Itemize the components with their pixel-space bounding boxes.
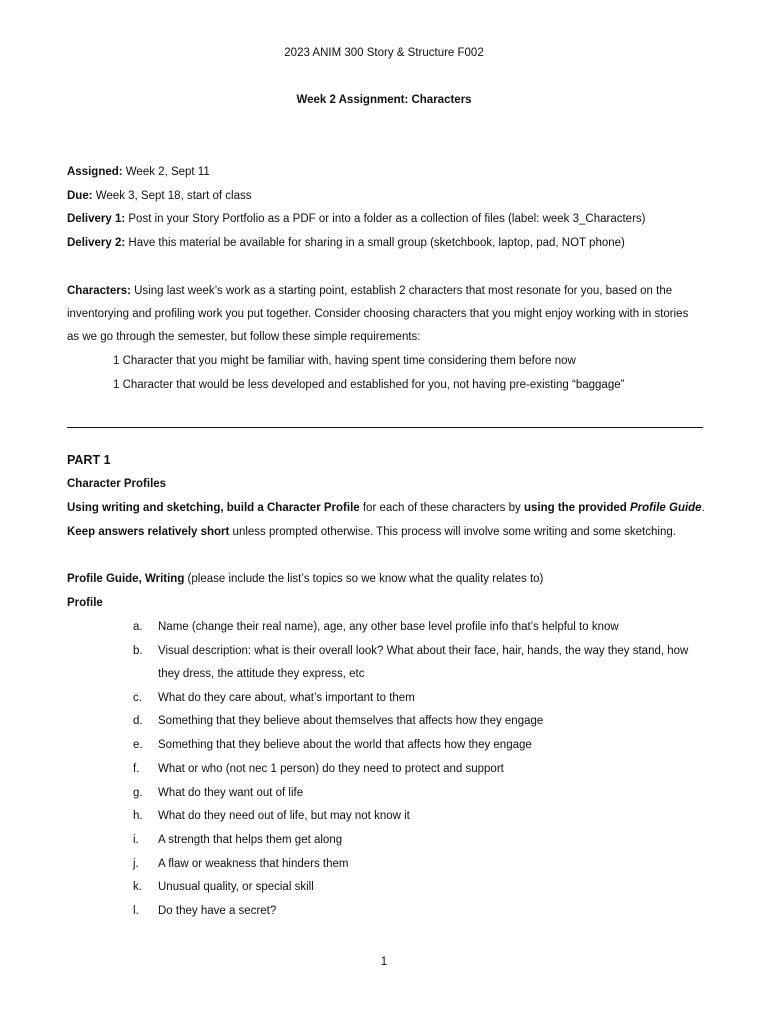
profile-item-letter: l. [133, 905, 139, 917]
profile-item-letter: a. [133, 621, 143, 633]
short-answers-line [67, 526, 676, 538]
profile-item-letter: k. [133, 881, 142, 893]
page-number: 1 [380, 956, 388, 968]
horizontal-divider [67, 427, 703, 428]
profile-item-letter: i. [133, 834, 139, 846]
profile-item-letter: b. [133, 645, 143, 657]
profile-item-letter: c. [133, 692, 142, 704]
part1-subheading: Character Profiles [67, 478, 167, 490]
delivery1-value: Post in your Story Portfolio as a PDF or into a folder as a collection of files (label: week 3_Characters) [125, 213, 646, 225]
profile-guide-emphasis: Profile Guide [630, 502, 702, 514]
profile-item-letter: h. [133, 810, 143, 822]
instructions-line [67, 502, 705, 514]
profile-item-text: Visual description: what is their overall look? What about their face, hair, hands, the way they stand, how [158, 645, 689, 657]
short-answers-text: unless prompted otherwise. This process will involve some writing and some sketching. [229, 526, 676, 538]
profile-item-text: What or who (not nec 1 person) do they need to protect and support [158, 763, 504, 775]
profile-item-text: A flaw or weakness that hinders them [158, 858, 349, 870]
profile-label: Profile [67, 597, 103, 609]
characters-text1: Using last week’s work as a starting point, establish 2 characters that most resonate for you, based on the [130, 285, 673, 297]
part1-heading: PART 1 [67, 453, 111, 467]
delivery2-label: Delivery 2: [67, 237, 126, 249]
profile-item-letter: e. [133, 739, 143, 751]
profile-item-text: Something that they believe about the world that affects how they engage [158, 739, 532, 751]
profile-item-letter: g. [133, 787, 143, 799]
profile-item-letter: d. [133, 715, 143, 727]
instructions-period: . [701, 502, 705, 514]
instructions-bold-c: using the provided [523, 502, 631, 514]
profile-item-text: A strength that helps them get along [158, 834, 343, 846]
due-value: Week 3, Sept 18, start of class [92, 190, 252, 202]
profile-item-letter: j. [133, 858, 139, 870]
profile-guide-line [67, 573, 543, 585]
characters-line3: as we go through the semester, but follow these simple requirements: [67, 331, 421, 343]
instructions-text-b: for each of these characters by [359, 502, 524, 514]
requirement-1: 1 Character that you might be familiar with, having spent time considering them before now [113, 355, 576, 367]
profile-item-text: What do they need out of life, but may not know it [158, 810, 410, 822]
assigned-label: Assigned: [67, 166, 123, 178]
course-header: 2023 ANIM 300 Story & Structure F002 [284, 47, 484, 59]
profile-item-text: Name (change their real name), age, any other base level profile info that’s helpful to know [158, 621, 619, 633]
characters-line2: inventorying and profiling work you put together. Consider choosing characters that you might enjoy working with in stories [67, 308, 689, 320]
profile-guide-text: (please include the list’s topics so we know what the quality relates to) [184, 573, 544, 585]
instructions-bold-a: Using writing and sketching, build a Character Profile [67, 502, 360, 514]
requirement-2: 1 Character that would be less developed and established for you, not having pre-existing “baggage” [113, 379, 625, 391]
delivery2-line [67, 237, 625, 249]
profile-item-text: Do they have a secret? [158, 905, 277, 917]
delivery1-label: Delivery 1: [67, 213, 126, 225]
short-answers-bold: Keep answers relatively short [67, 526, 230, 538]
assignment-title: Week 2 Assignment: Characters [296, 94, 472, 106]
due-line [67, 190, 252, 202]
delivery1-line [67, 213, 645, 225]
profile-guide-bold: Profile Guide, Writing [67, 573, 185, 585]
profile-item-text: Unusual quality, or special skill [158, 881, 314, 893]
profile-item-text: What do they care about, what’s important to them [158, 692, 415, 704]
profile-item-text: Something that they believe about themselves that affects how they engage [158, 715, 544, 727]
delivery2-value: Have this material be available for sharing in a small group (sketchbook, laptop, pad, NOT phone) [125, 237, 625, 249]
assigned-line [67, 166, 210, 178]
due-label: Due: [67, 190, 93, 202]
profile-item-letter: f. [133, 763, 140, 775]
profile-item-text-continued: they dress, the attitude they express, etc [158, 668, 365, 680]
profile-item-text: What do they want out of life [158, 787, 304, 799]
characters-label: Characters: [67, 285, 131, 297]
assigned-value: Week 2, Sept 11 [122, 166, 210, 178]
characters-line1 [67, 285, 672, 297]
